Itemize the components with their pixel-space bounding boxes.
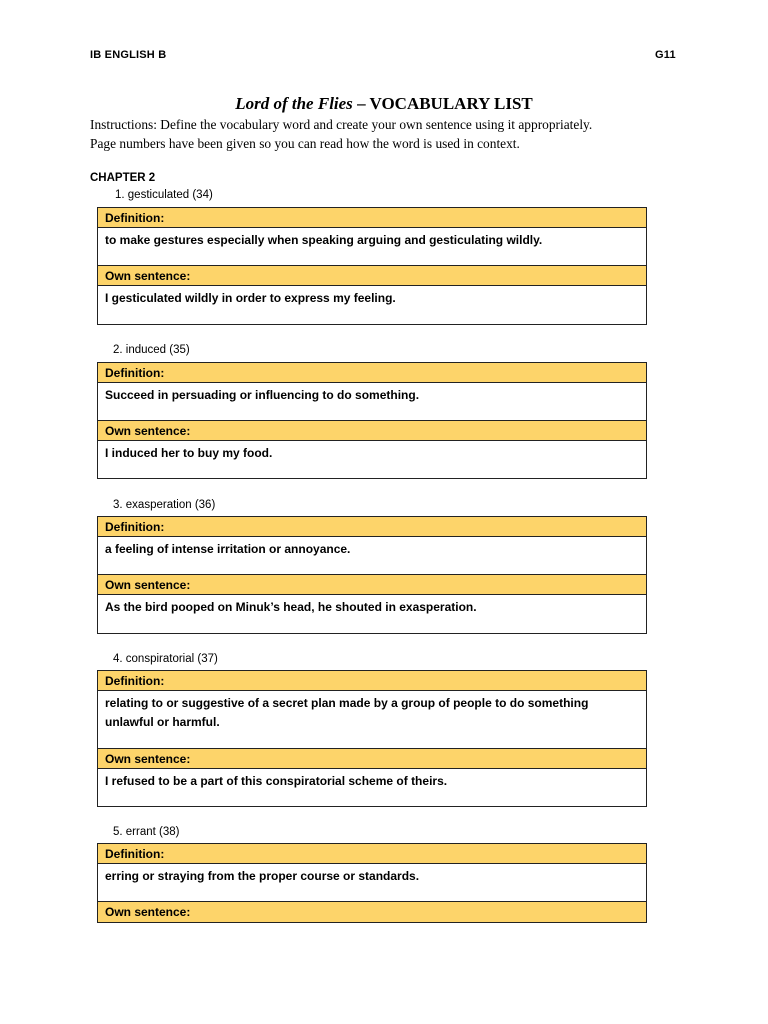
vocab-word-5: 5. errant (38) [113, 826, 180, 838]
own-sentence-label: Own sentence: [98, 421, 646, 441]
vocab-table-5 [97, 843, 647, 923]
grade-header: G11 [655, 49, 676, 61]
own-sentence-text: I gesticulated wildly in order to express my feeling. [105, 291, 396, 305]
own-sentence-label: Own sentence: [98, 902, 646, 922]
vocab-table-4 [97, 670, 647, 807]
vocab-table-1 [97, 207, 647, 325]
instructions-line-2: Page numbers have been given so you can read how the word is used in context. [90, 136, 520, 151]
own-sentence-label: Own sentence: [98, 266, 646, 286]
own-sentence-text: I refused to be a part of this conspiratorial scheme of theirs. [105, 774, 448, 788]
vocab-word-4: 4. conspiratorial (37) [113, 653, 218, 665]
own-sentence-text: As the bird pooped on Minuk’s head, he shouted in exasperation. [105, 600, 477, 614]
definition-label: Definition: [98, 671, 646, 691]
course-header: IB ENGLISH B [90, 49, 167, 61]
definition-text: Succeed in persuading or influencing to do something. [98, 383, 646, 421]
vocab-word-2: 2. induced (35) [113, 344, 190, 356]
definition-label: Definition: [98, 208, 646, 228]
vocab-word-3: 3. exasperation (36) [113, 499, 216, 511]
vocab-table-2 [97, 362, 647, 479]
definition-label: Definition: [98, 844, 646, 864]
definition-text [98, 691, 646, 749]
definition-text: erring or straying from the proper course or standards. [98, 864, 646, 902]
own-sentence-text: I induced her to buy my food. [105, 446, 273, 460]
vocab-word-1: 1. gesticulated (34) [115, 189, 213, 201]
book-title: Lord of the Flies [235, 94, 353, 113]
document-title [0, 94, 768, 114]
definition-text-line-1: relating to or suggestive of a secret plan made by a group of people to do something [105, 696, 589, 710]
own-sentence-label: Own sentence: [98, 575, 646, 595]
vocab-table-3 [97, 516, 647, 634]
title-suffix: – VOCABULARY LIST [352, 94, 533, 113]
definition-text: a feeling of intense irritation or annoyance. [98, 537, 646, 575]
definition-label: Definition: [98, 517, 646, 537]
instructions-line-1: Instructions: Define the vocabulary word and create your own sentence using it appropriately. [90, 117, 593, 132]
definition-label: Definition: [98, 363, 646, 383]
chapter-heading: CHAPTER 2 [90, 172, 156, 184]
definition-text: to make gestures especially when speaking arguing and gesticulating wildly. [98, 228, 646, 266]
own-sentence-label: Own sentence: [98, 749, 646, 769]
definition-text-line-2: unlawful or harmful. [105, 715, 220, 729]
